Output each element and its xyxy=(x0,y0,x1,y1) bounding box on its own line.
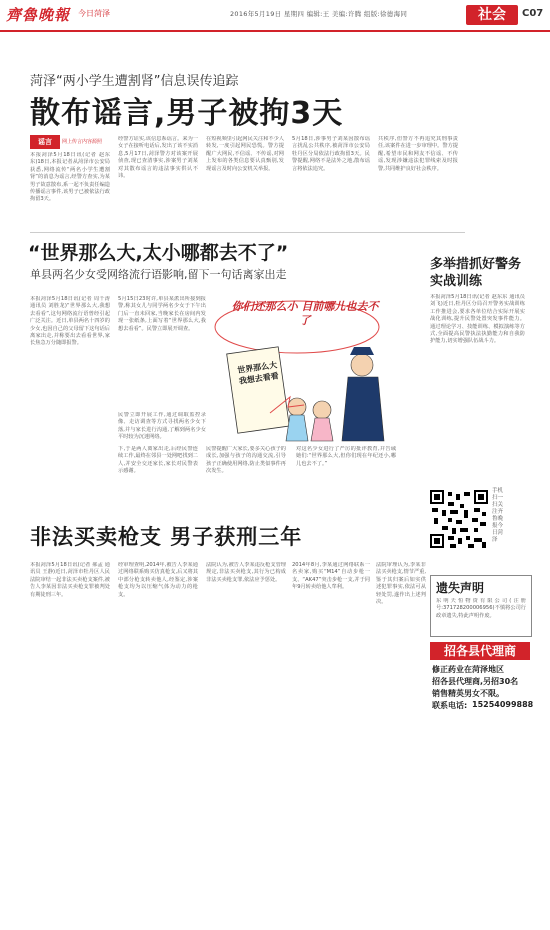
story1-col1: 本报菏泽5月18日讯(记者 赵东东)18日,本报记者从菏泽市公安局获悉,网络流传“两名小学生遭割肾”的消息为谣言,经警方查实,为某男子故意散布,系一起不负责任编造传播谣言事件,该男子已被依法行政拘留3天。 xyxy=(30,152,110,203)
qr-caption: 手机扫一扫关注齐鲁晚报今日菏泽 xyxy=(492,488,504,543)
story3-col5: 法院审理认为,李某非法买卖枪支,情节严重,鉴于其归案后如实供述犯罪事实,依法可从轻处罚,遂作出上述判决。 xyxy=(376,562,426,606)
story2-col5: 民警提醒广大家长,要多关心孩子的成长,加强与孩子的沟通交流,引导孩子正确使用网络,防止类似事件再次发生。 xyxy=(206,446,286,475)
story1-col3: 在短视频里引起网民关注和不少人转发,一度引起网民恐慌。警方提醒广大网民,不信谣、不传谣,对网上发布的各类信息要认真甄别,发现谣言及时向公安机关举报。 xyxy=(206,136,284,172)
note-paper-text: 世界那么大 我想去看看 xyxy=(236,360,280,386)
ad-phone-label: 联系电话: xyxy=(432,701,468,710)
story1-kicker: 菏泽“两小学生遭割肾”信息误传追踪 xyxy=(30,74,239,89)
story2-col1: 本报菏泽5月18日讯(记者 周千涛 通讯员 刘胜龙)“世界那么大,我想去看看”,这句网络流行语曾经引起广泛关注。近日,单县两名十四岁的少女,也因自己的父母留下这句话后离家出走,并称要出去看看世界,家长焦急万分随即报警。 xyxy=(30,296,110,347)
ad-line3: 销售精英男女不限。 xyxy=(432,689,504,698)
story1-headline: 散布谣言,男子被拘3天 xyxy=(30,96,344,131)
sidebar-body: 本报菏泽5月18日讯(记者 赵东东 通讯员 刘飞)近日,牡丹区分局召开警务实战训练工作推进会,要求各单位结合实际开展实战化训练,提升民警处置突发事件能力。通过理论学习、技能训练、模拟演练等方式,全面提高民警执法执勤能力和自我防护能力,切实增强队伍战斗力。 xyxy=(430,294,525,345)
lost-notice-body: 东明天恒物资有限公司(注册号:371728200006956)不慎将公司行政章遗失,特此声明作废。 xyxy=(436,598,526,619)
rumor-badge-caption: 网上传言内容源照 xyxy=(62,139,103,145)
section-tag: 社会 xyxy=(466,5,518,25)
story2-col6: 对这名少女进行了严厉的批评教育,并告诫她们:“世界那么大,但你们现在年纪还小,哪儿也去不了。” xyxy=(296,446,396,467)
story1-col4: 5月18日,涉事男子刘某因散布谣言扰乱公共秩序,被菏泽市公安局牡丹区分局依法行政拘留3天。民警提醒,网络不是法外之地,散布谣言将依法追究。 xyxy=(292,136,370,172)
lost-notice-title: 遗失声明 xyxy=(436,581,485,595)
ad-line1: 修正药业在菏泽地区 xyxy=(432,665,504,674)
qr-code-icon[interactable] xyxy=(430,490,488,548)
story3-col1: 本报菏泽5月18日讯(记者 郝孟 通讯员 王静)近日,菏泽市牡丹区人民法院审结一起非法买卖枪支案件,被告人李某因非法买卖枪支罪被判处有期徒刑三年。 xyxy=(30,562,110,598)
story3-headline: 非法买卖枪支 男子获刑三年 xyxy=(30,525,303,549)
story1-col5: 共秩序,但警方不再追究其刑事责任,该案件在进一步审理中。警方提醒,希望市民和网友不信谣、不传谣,发现涉嫌违法犯罪线索及时报警,共同维护良好社会秩序。 xyxy=(378,136,458,172)
ad-line2: 招各县代理商,另招30名 xyxy=(432,677,519,686)
speech-bubble: 你们还那么小 目前哪儿也去不了 xyxy=(231,300,379,327)
story2-col4: 下,于是两人离家出走,后经民警连续工作,最终在邻县一处网吧找到二人,并安全交还家长,家长对民警表示感谢。 xyxy=(118,446,198,475)
divider xyxy=(30,232,465,233)
story3-col2: 经审理查明,2014年,被告人李某通过网络联系购买仿真枪支,后又将其中部分枪支转卖他人,经鉴定,涉案枪支均为以压缩气体为动力的枪支。 xyxy=(118,562,198,598)
ad-title: 招各县代理商 xyxy=(430,642,530,660)
page-number: C07 xyxy=(522,8,544,19)
story2-headline: “世界那么大,太小哪都去不了” xyxy=(28,242,289,264)
story3-col3: 法院认为,被告人李某违反枪支管理规定,非法买卖枪支,其行为已构成非法买卖枪支罪,依法应予惩处。 xyxy=(206,562,286,583)
story2-subhead: 单县两名少女受网络流行语影响,留下一句话离家出走 xyxy=(30,268,287,281)
sidebar-title: 多举措抓好警务实战训练 xyxy=(430,257,522,289)
story2-col2: 5月15日23时许,单县某派出所接到报警,称其女儿与同学两名少女于下午出门后一直未回家,当晚家长在房间内发现一张纸条,上面写着“世界那么大,我想去看看”。民警立即展开调查。 xyxy=(118,296,206,332)
story1-col2: 经警方证实,该信息系谣言。来为一女子在接听电话后,发出了该不实消息,5月17日,菏泽警方对该案开展侦查,现已查清事实,涉案男子刘某对其散布谣言的违法事实供认不讳。 xyxy=(118,136,198,180)
rumor-badge: 谣言 xyxy=(30,135,60,149)
ad-phone: 15254099888 xyxy=(472,700,534,709)
issue-meta: 2016年5月19日 星期四 编辑:王 美编:许腾 组版:徐德海同 xyxy=(230,10,408,18)
story2-col3: 民警立即开展工作,通过调取监控录像、走访调查等方式寻找两名少女下落,并与家长进行沟通,了解到两名少女平时较为沉迷网络。 xyxy=(118,412,206,441)
story3-col4: 2014年8月,李某通过网络联系一名卖家,购买“M14”自动步枪一支、“AK47”突击步枪一支,并于同年9月转卖给他人牟利。 xyxy=(292,562,370,591)
newspaper-logo: 齊魯晚報 xyxy=(6,6,71,24)
edition-name: 今日菏泽 xyxy=(78,9,110,18)
